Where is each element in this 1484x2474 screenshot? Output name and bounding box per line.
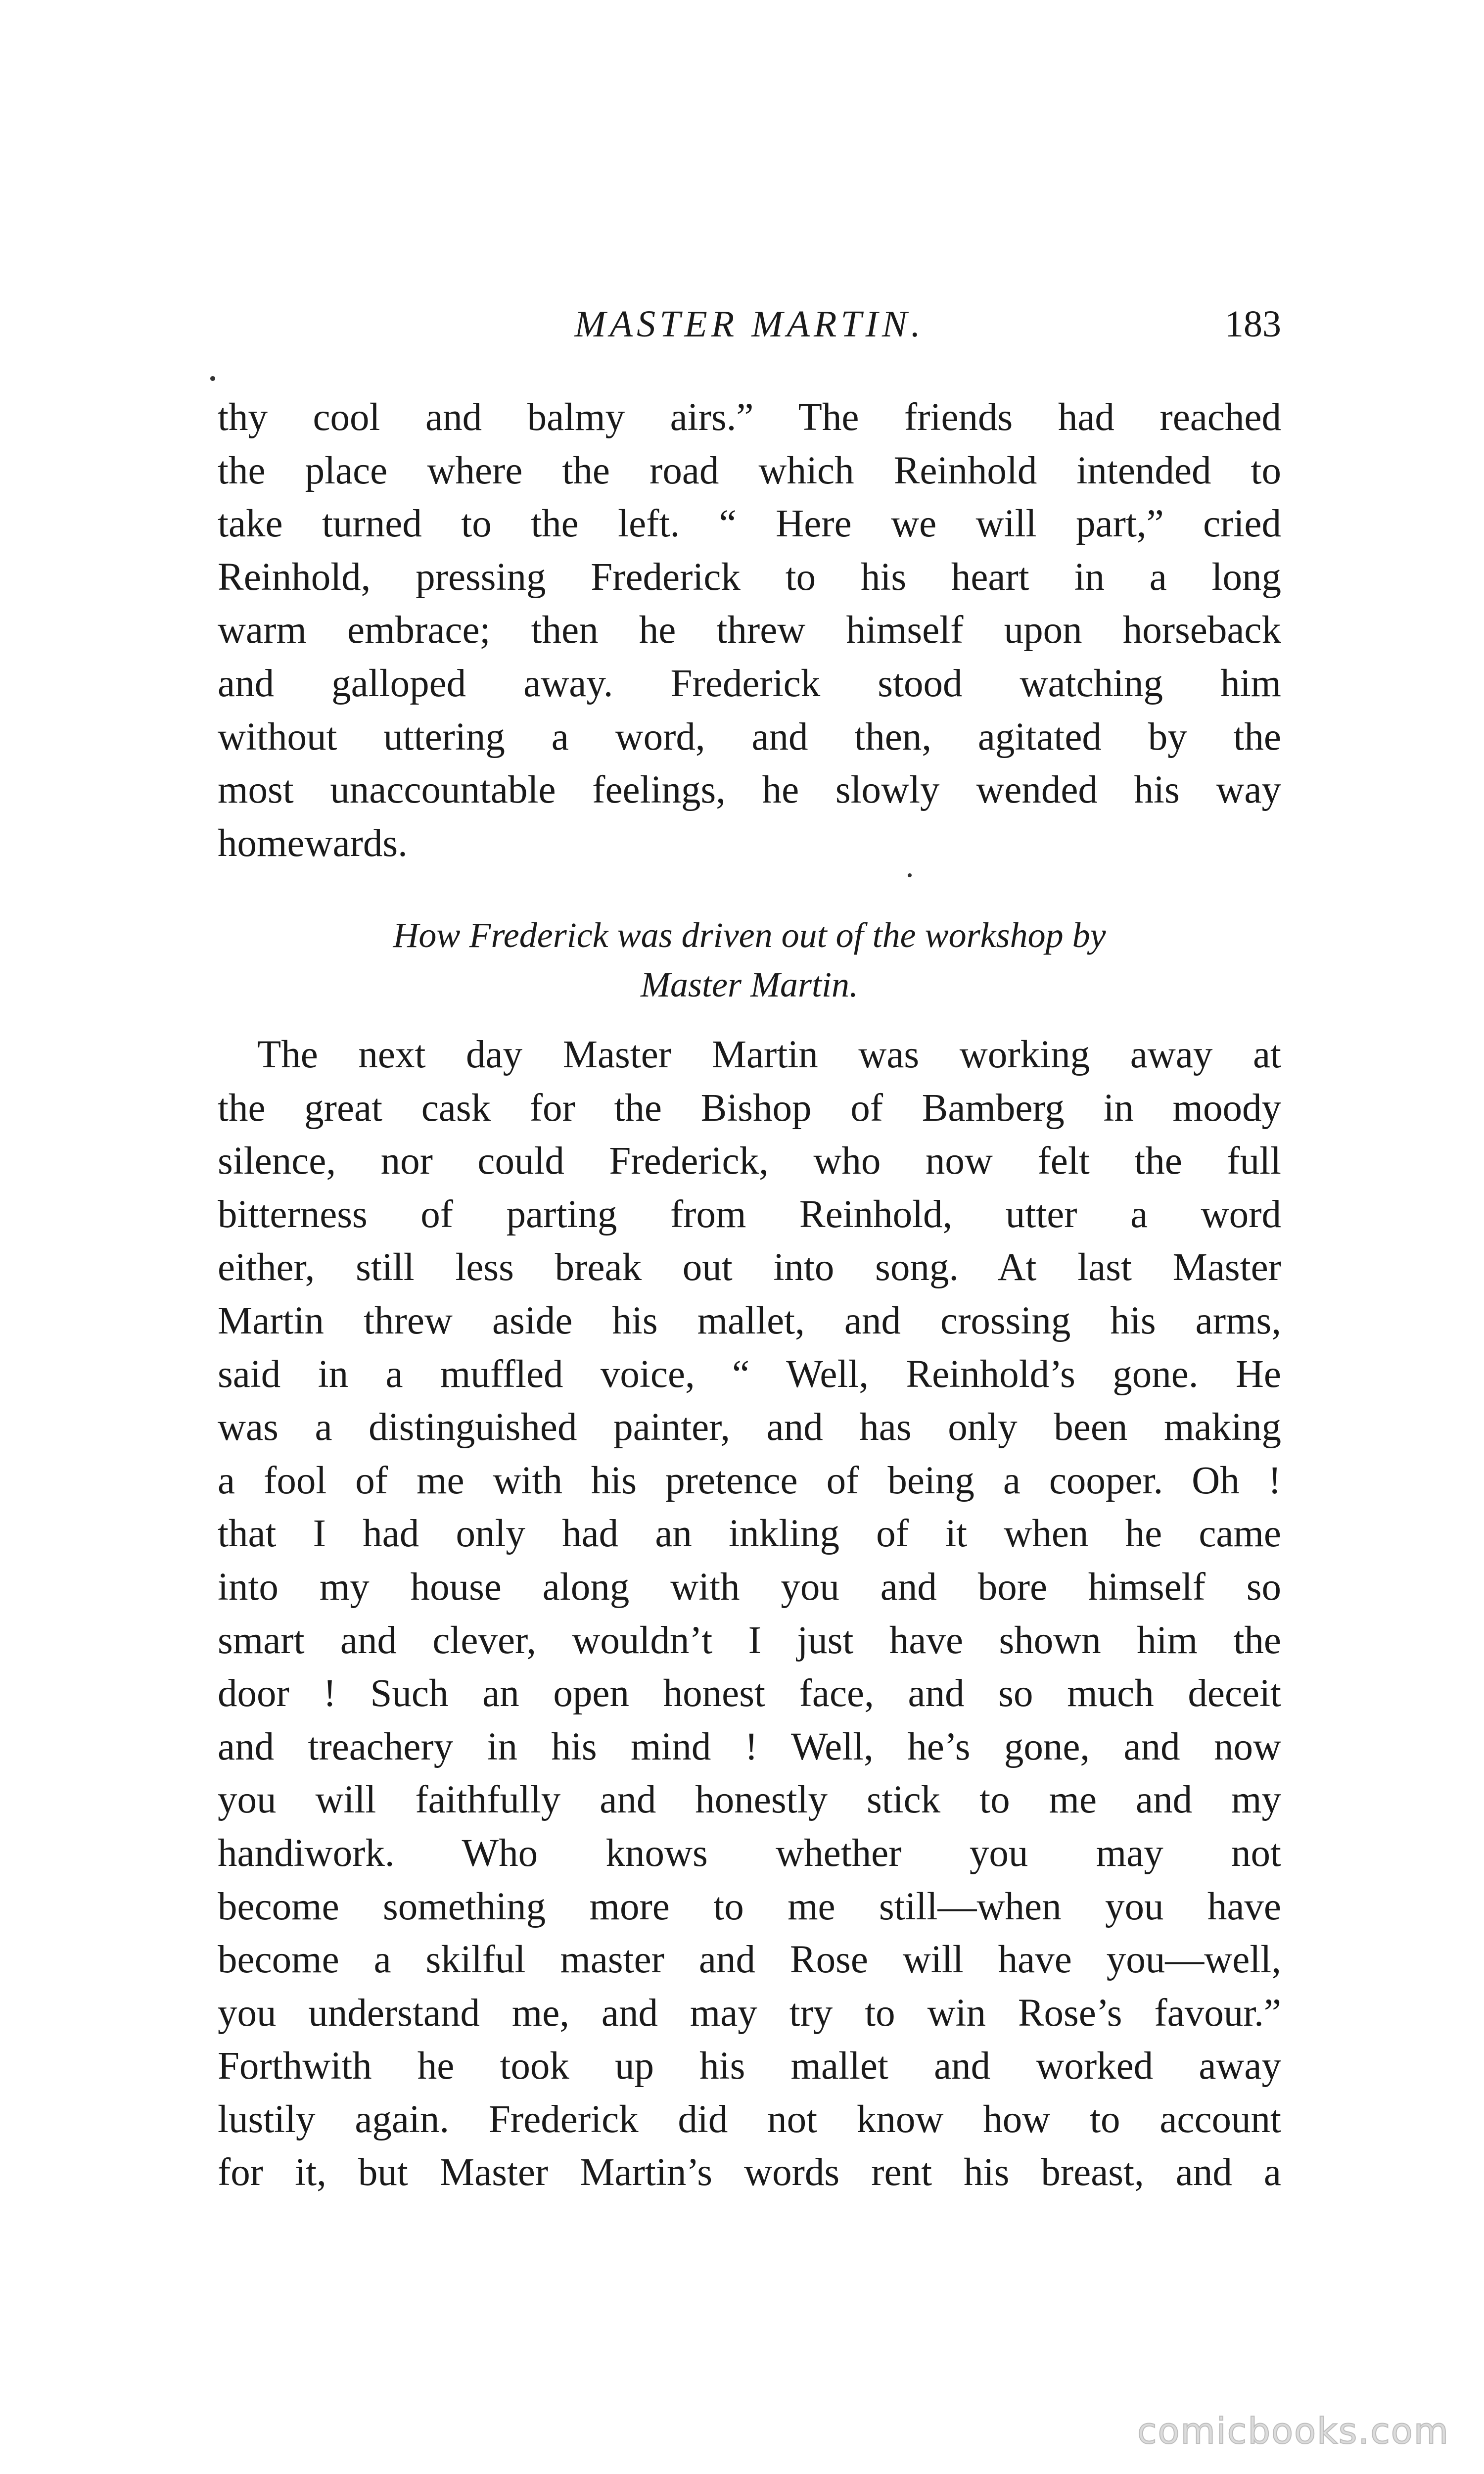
text-line: you understand me, and may try to win Rose’s favour.” <box>218 1991 1281 2035</box>
text-line: Forthwith he took up his mallet and worked away <box>218 2045 1281 2088</box>
text-line: either, still less break out into song. At last Master <box>218 1246 1281 1289</box>
watermark: comicbooks.com <box>1137 2410 1449 2452</box>
text-line: for it, but Master Martin’s words rent his breast, and a <box>218 2151 1281 2194</box>
text-line: without uttering a word, and then, agitated by the <box>218 715 1281 759</box>
running-head <box>218 303 1281 357</box>
text-line: become a skilful master and Rose will have you—well, <box>218 1938 1281 1982</box>
text-line: most unaccountable feelings, he slowly wended his way <box>218 768 1281 812</box>
text-line: and treachery in his mind ! Well, he’s gone, and now <box>218 1725 1281 1768</box>
text-line: take turned to the left. “ Here we will part,” cried <box>218 502 1281 546</box>
text-line: Martin threw aside his mallet, and crossing his arms, <box>218 1299 1281 1342</box>
text-line: that I had only had an inkling of it when he came <box>218 1512 1281 1556</box>
text-line: bitterness of parting from Reinhold, utter a word <box>218 1192 1281 1236</box>
text-line: said in a muffled voice, “ Well, Reinhold’s gone. He <box>218 1352 1281 1396</box>
running-title: MASTER MARTIN. <box>574 303 925 345</box>
text-line: door ! Such an open honest face, and so much deceit <box>218 1672 1281 1715</box>
text-line: warm embrace; then he threw himself upon horseback <box>218 609 1281 652</box>
text-line: become something more to me still—when you have <box>218 1885 1281 1928</box>
text-line: the great cask for the Bishop of Bamberg in moody <box>218 1086 1281 1130</box>
text-line: thy cool and balmy airs.” The friends had reached <box>218 396 1281 439</box>
text-line: homewards. <box>218 821 408 865</box>
print-speck <box>908 873 912 877</box>
text-line: handiwork. Who knows whether you may not <box>218 1831 1281 1875</box>
text-line: a fool of me with his pretence of being a cooper. Oh ! <box>218 1459 1281 1502</box>
text-line: smart and clever, wouldn’t I just have shown him the <box>218 1618 1281 1662</box>
text-line: you will faithfully and honestly stick to me and my <box>218 1778 1281 1822</box>
paragraph-2 <box>218 1028 1281 2199</box>
page-number: 183 <box>1225 303 1281 345</box>
section-heading-line: Master Martin. <box>641 965 858 1004</box>
text-line: into my house along with you and bore himself so <box>218 1565 1281 1609</box>
text-line: was a distinguished painter, and has only been making <box>218 1406 1281 1449</box>
paragraph-1 <box>218 391 1281 870</box>
text-line: and galloped away. Frederick stood watching him <box>218 662 1281 705</box>
text-line: the place where the road which Reinhold intended to <box>218 449 1281 492</box>
text-line: The next day Master Martin was working away at <box>257 1033 1281 1076</box>
print-speck <box>210 376 215 381</box>
text-line: lustily again. Frederick did not know how to account <box>218 2097 1281 2141</box>
section-heading <box>218 910 1281 1009</box>
text-line: silence, nor could Frederick, who now felt the full <box>218 1140 1281 1183</box>
section-heading-line: How Frederick was driven out of the workshop by <box>393 915 1106 955</box>
text-line: Reinhold, pressing Frederick to his heart in a long <box>218 555 1281 599</box>
